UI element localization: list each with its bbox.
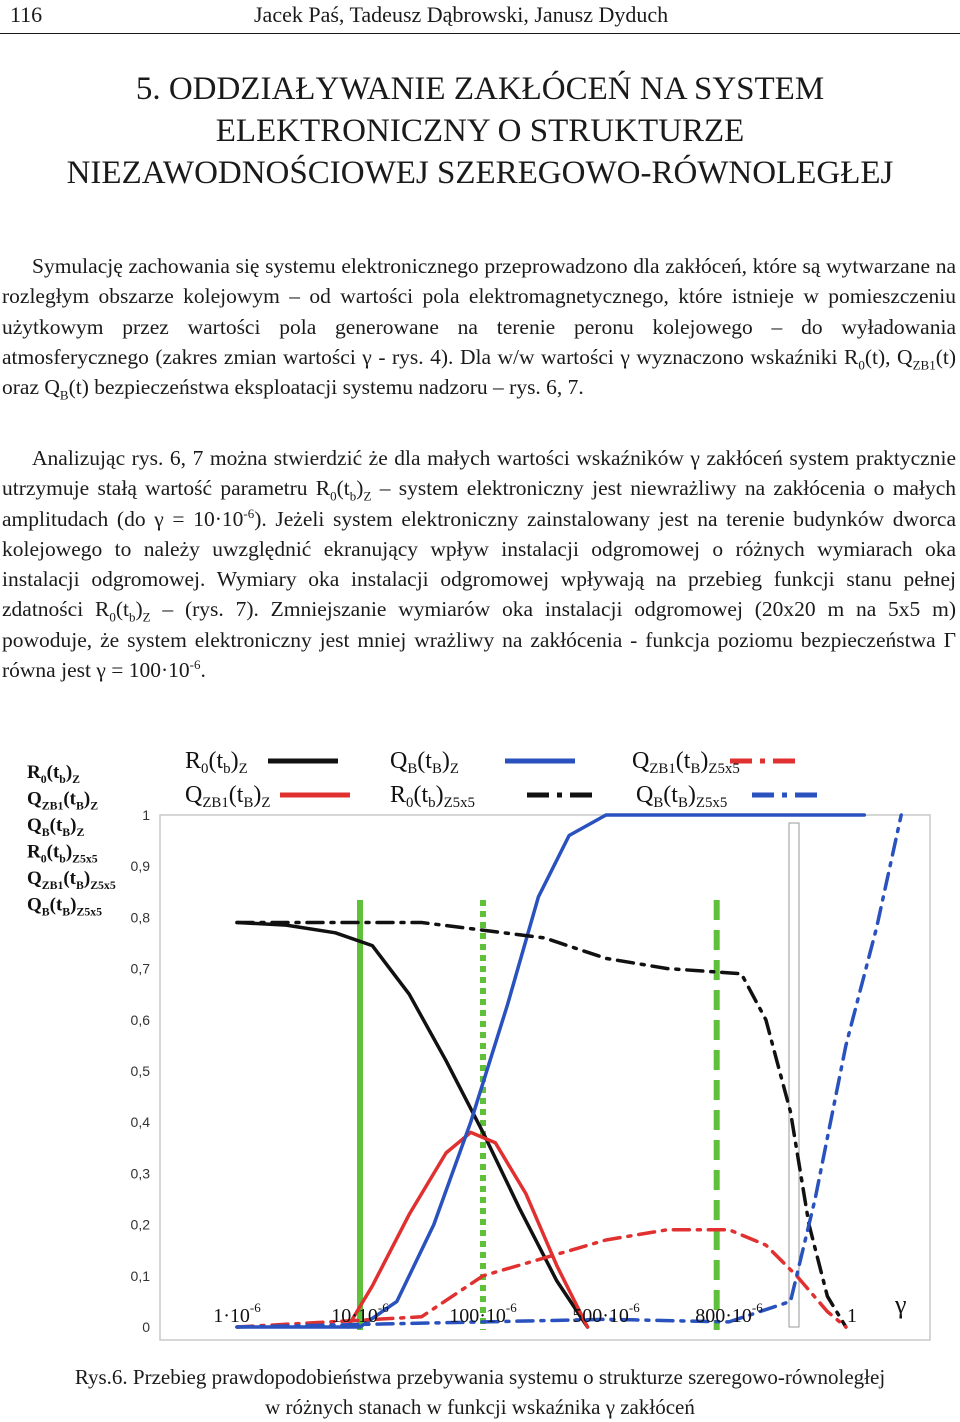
chart-legend <box>185 748 822 811</box>
x-axis-symbol: γ <box>895 1290 907 1319</box>
legend-label-3-sub: 0 <box>406 795 414 811</box>
left-label-3 <box>27 842 98 866</box>
legend-label-4-mid: (t <box>675 748 691 774</box>
para1-text-b: (t), Q <box>864 344 913 369</box>
left-label-2-end: ) <box>70 815 77 836</box>
para1-text-c: (t) oraz Q <box>2 344 956 400</box>
legend-label-4 <box>632 748 740 777</box>
left-label-1-mid: (t <box>63 788 77 810</box>
figure-chart <box>0 740 960 1350</box>
x-tick-exp-3: -6 <box>628 1300 640 1315</box>
legend-label-4-sub: ZB1 <box>649 761 676 777</box>
left-label-4-main: Q <box>27 868 42 889</box>
para2-text-a: Analizując rys. 6, 7 można stwierdzić że dla małych wartości wskaźników γ zakłóceń system praktycznie utrzymuje stałą wartość parametru R <box>2 446 956 501</box>
para2-text-g: ) <box>135 597 143 622</box>
y-tick-label-8: 0,8 <box>130 909 150 926</box>
legend-label-3 <box>390 782 475 811</box>
para2-text-e: ). Jeżeli system elektroniczny zainstalowany jest na terenie budynków dworca kolejowego to należy uwzględnić ekranujący wpływ instalacji odgromowej o różnych wymiarach oka instalacji odgromowej. Wymiary oka instalacji odgromowej wpływają na przebieg funkcji stanu pełnej zdatności R <box>2 506 956 622</box>
section-title-line-2: ELEKTRONICZNY O STRUKTURZE <box>215 113 745 149</box>
header-rule <box>0 33 960 34</box>
left-label-1-end: ) <box>83 788 91 810</box>
left-label-0-sub3: Z <box>72 773 81 786</box>
caption-line-1: Rys.6. Przebieg prawdopodobieństwa przebywania systemu o strukturze szeregowo-równoległej <box>74 1365 886 1389</box>
left-label-0 <box>27 762 80 786</box>
left-label-2-main: Q <box>27 815 42 836</box>
x-tick-base-4: 800·10 <box>695 1305 752 1327</box>
legend-label-4-main: Q <box>632 748 650 774</box>
figure-caption <box>0 1362 960 1422</box>
legend-label-0-sub3: Z <box>238 761 248 777</box>
y-tick-label-4: 0,4 <box>130 1114 150 1131</box>
legend-label-1 <box>185 782 270 811</box>
page-number: 116 <box>10 2 43 27</box>
x-tick-base-2: 100·10 <box>449 1305 506 1327</box>
x-tick-base-1: 10·10 <box>331 1305 378 1327</box>
paragraph-1 <box>2 251 956 402</box>
para1-text-a: Symulację zachowania się systemu elektronicznego przeprowadzono dla zakłóceń, które są wytwarzane na rozległym obszarze kolejowym – od wartości pola elektromagnetycznego, które istnieje w pomieszczeniu użytkowym przez wartości pola generowane na terenie peronu kolejowego – do wyładowania atmosferycznego (zakres zmian wartości γ - rys. 4). Dla w/w wartości γ wyznaczono wskaźniki R <box>2 254 956 369</box>
left-label-4-sub2: B <box>76 879 84 892</box>
left-legend-labels <box>27 762 116 919</box>
x-tick-exp-1: -6 <box>377 1300 389 1315</box>
legend-label-4-end: ) <box>700 748 709 774</box>
y-tick-label-3: 0,3 <box>130 1165 150 1182</box>
para1-sub-1: 0 <box>858 357 865 373</box>
y-tick-label-5: 0,5 <box>130 1063 150 1079</box>
left-label-5-main: Q <box>27 894 42 916</box>
left-label-0-sub2: b <box>59 773 66 786</box>
white-divider <box>789 823 799 1327</box>
legend-label-4-sub2: B <box>690 761 701 777</box>
left-label-3-sub2: b <box>59 852 66 866</box>
legend-label-2 <box>390 748 459 777</box>
left-label-1-main: Q <box>27 788 42 810</box>
section-title-line-1: 5. ODDZIAŁYWANIE ZAKŁÓCEŃ NA SYSTEM <box>135 71 825 107</box>
running-header-authors: Jacek Paś, Tadeusz Dąbrowski, Janusz Dyduch <box>254 2 669 27</box>
left-label-5-sub3: Z5x5 <box>76 905 102 919</box>
left-label-2-mid: (t <box>49 815 63 836</box>
para2-text-f: (t <box>115 597 129 622</box>
left-label-5 <box>27 895 102 919</box>
para2-text-h: – (rys. 7). Zmniejszanie wymiarów oka instalacji odgromowej (20x20 m na 5x5 m) powoduje, że system elektroniczny jest mniej wrażliwy na zakłócenia - funkcja poziomu bezpieczeństwa Γ równa jest γ = 100·10 <box>2 597 956 683</box>
legend-label-2-end: ) <box>441 748 450 774</box>
para1-sub-2: ZB1 <box>912 357 936 373</box>
left-label-0-mid: (t <box>46 762 60 783</box>
legend-label-5 <box>636 782 727 811</box>
y-tick-label-0: 0 <box>142 1319 150 1335</box>
para2-sub-6: Z <box>142 609 151 625</box>
para2-sub-4: 0 <box>109 609 116 625</box>
left-label-3-end: ) <box>65 841 73 863</box>
left-label-4 <box>27 868 116 892</box>
legend-label-0-end: ) <box>230 748 239 774</box>
legend-label-0-sub: 0 <box>201 761 209 777</box>
legend-label-5-sub3: Z5x5 <box>695 795 728 811</box>
legend-label-3-sub2: b <box>428 795 436 811</box>
legend-label-1-sub: ZB1 <box>202 795 229 811</box>
x-tick-label-5 <box>847 1305 857 1327</box>
left-label-1-sub2: B <box>76 799 84 813</box>
legend-label-5-mid: (t <box>663 782 678 808</box>
y-tick-label-9: 0,9 <box>130 858 150 875</box>
para2-sub-2: b <box>349 488 357 504</box>
legend-label-0 <box>185 748 248 777</box>
legend-label-2-mid: (t <box>417 748 432 774</box>
legend-label-0-mid: (t <box>208 748 224 774</box>
para2-sub-1: 0 <box>330 488 337 504</box>
y-axis <box>131 807 151 1335</box>
para1-text-d: (t) bezpieczeństwa eksploatacji systemu nadzoru – rys. 6, 7. <box>68 375 584 400</box>
y-tick-label-6: 0,6 <box>130 1011 150 1028</box>
x-tick-base-5: 1 <box>847 1305 857 1327</box>
y-tick-label-7: 0,7 <box>130 960 150 977</box>
para2-text-d: – system elektroniczny jest niewrażliwy na zakłócenia o małych amplitudach (do γ = 10·10 <box>2 476 956 531</box>
left-label-2-sub: B <box>41 826 50 839</box>
y-tick-label-10: 1 <box>142 807 150 823</box>
left-label-3-mid: (t <box>46 841 60 863</box>
legend-label-3-mid: (t <box>413 782 429 808</box>
legend-label-3-main: R <box>390 782 407 808</box>
legend-label-1-end: ) <box>253 782 262 808</box>
legend-label-4-sub3: Z5x5 <box>708 761 740 777</box>
left-label-4-sub: ZB1 <box>41 879 64 892</box>
left-label-3-main: R <box>27 841 41 863</box>
left-label-2 <box>27 815 84 839</box>
left-label-5-end: ) <box>70 894 77 916</box>
x-tick-exp-0: -6 <box>249 1300 261 1315</box>
left-label-1-sub3: Z <box>90 799 99 813</box>
legend-label-1-sub3: Z <box>261 795 271 811</box>
legend-label-5-main: Q <box>636 782 654 808</box>
para2-text-i: . <box>200 658 206 683</box>
left-label-1 <box>27 789 98 813</box>
left-label-5-sub: B <box>41 905 50 919</box>
para2-sub-3: Z <box>363 488 372 504</box>
legend-label-5-sub: B <box>653 795 664 811</box>
left-label-5-sub2: B <box>62 905 71 919</box>
caption-line-2: w różnych stanach w funkcji wskaźnika γ zakłóceń <box>265 1395 695 1419</box>
x-tick-exp-4: -6 <box>751 1300 763 1315</box>
para2-sup-1: -6 <box>243 505 255 521</box>
y-tick-label-1: 0,1 <box>130 1267 150 1284</box>
legend-label-0-sub2: b <box>223 761 231 777</box>
legend-label-5-end: ) <box>687 782 696 808</box>
legend-label-3-end: ) <box>435 782 444 808</box>
legend-label-2-sub3: Z <box>449 761 459 777</box>
left-label-3-sub3: Z5x5 <box>72 852 98 866</box>
left-label-0-main: R <box>27 762 41 783</box>
legend-label-2-sub2: B <box>431 761 442 777</box>
para2-sup-2: -6 <box>189 656 201 672</box>
left-label-4-end: ) <box>83 868 91 889</box>
legend-label-2-main: Q <box>390 748 408 774</box>
paragraph-2 <box>2 443 956 685</box>
left-label-5-mid: (t <box>49 894 63 916</box>
para2-sub-5: b <box>128 609 136 625</box>
y-tick-label-2: 0,2 <box>130 1216 150 1233</box>
left-label-3-sub: 0 <box>40 852 47 866</box>
legend-label-0-main: R <box>185 748 202 774</box>
section-title-line-3: NIEZAWODNOŚCIOWEJ SZEREGOWO-RÓWNOLEGŁEJ <box>66 155 894 191</box>
section-title <box>0 68 960 194</box>
left-label-4-mid: (t <box>63 868 77 889</box>
left-label-4-sub3: Z5x5 <box>90 879 116 892</box>
legend-label-3-sub3: Z5x5 <box>443 795 475 811</box>
x-tick-base-0: 1·10 <box>213 1305 250 1327</box>
left-label-2-sub2: B <box>62 826 71 839</box>
para2-text-c: ) <box>356 476 364 501</box>
left-label-1-sub: ZB1 <box>41 799 64 813</box>
legend-label-1-mid: (t <box>228 782 244 808</box>
legend-label-1-main: Q <box>185 782 203 808</box>
legend-label-1-sub2: B <box>243 795 254 811</box>
para1-sub-3: B <box>59 387 69 403</box>
left-label-0-end: ) <box>65 762 73 783</box>
x-tick-base-3: 500·10 <box>572 1305 629 1327</box>
left-label-0-sub: 0 <box>40 773 47 786</box>
para2-text-b: (t <box>336 476 350 501</box>
legend-label-2-sub: B <box>407 761 418 777</box>
legend-label-5-sub2: B <box>677 795 688 811</box>
x-tick-exp-2: -6 <box>505 1300 517 1315</box>
left-label-2-sub3: Z <box>76 826 85 839</box>
